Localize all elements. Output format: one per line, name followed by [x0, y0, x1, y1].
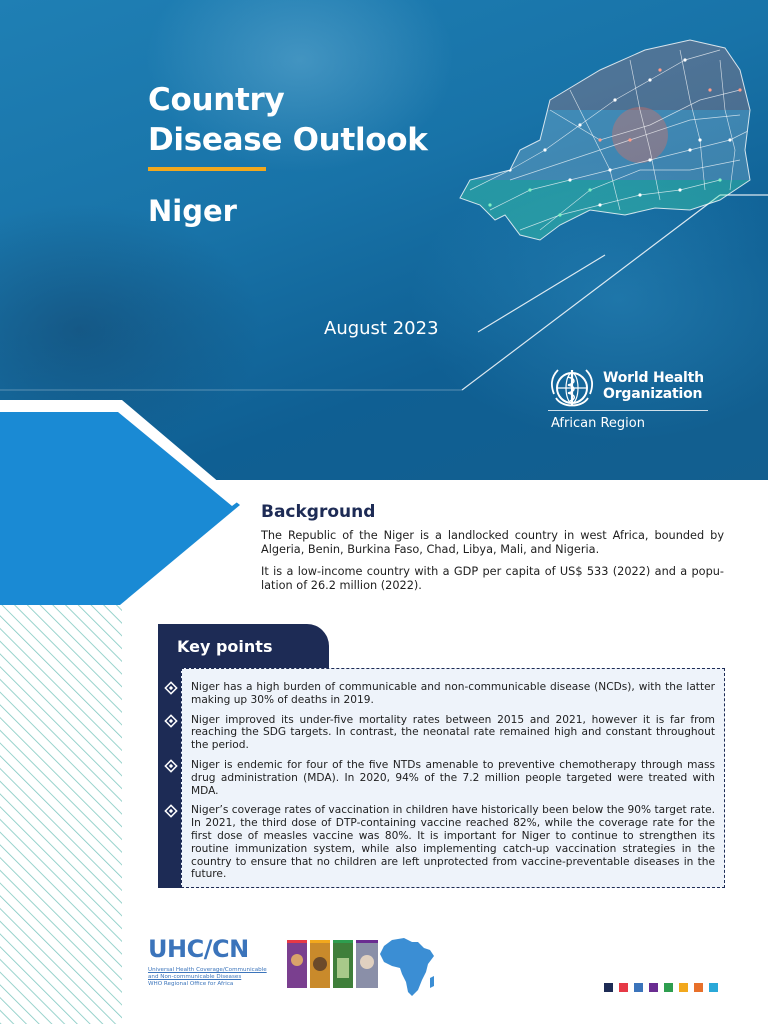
- key-point-text: Niger has a high burden of communicable and non-communicable disease (NCDs), with the latter making up 30% of deaths in 2019.: [191, 681, 715, 706]
- blue-chevron-shape: [0, 400, 240, 610]
- color-square: [709, 983, 718, 992]
- diamond-bullet-icon: [164, 804, 178, 818]
- who-name-line-1: World Health: [603, 370, 704, 386]
- background-paragraph-1: The Republic of the Niger is a landlocked country in west Africa, bounded by Algeria, Benin, Burkina Faso, Chad, Libya, Mali, and Nigeria.: [261, 529, 724, 556]
- who-divider: [548, 410, 708, 411]
- who-organization-name: [603, 370, 704, 402]
- background-paragraph-2: It is a low-income country with a GDP per capita of US$ 533 (2022) and a popu-lation of 26.2 million (2022).: [261, 565, 724, 592]
- diamond-bullet-icon: [164, 681, 178, 695]
- uhc-cn-subtitle: [148, 967, 288, 988]
- color-square: [679, 983, 688, 992]
- list-item: [164, 681, 716, 707]
- diamond-bullet-icon: [164, 714, 178, 728]
- background-text: [261, 529, 724, 601]
- color-square: [664, 983, 673, 992]
- niger-map-icon: [450, 30, 768, 260]
- diamond-bullet-icon: [164, 759, 178, 773]
- country-name: Niger: [148, 194, 237, 228]
- photo-strip-icon: [287, 938, 379, 990]
- who-region: African Region: [551, 416, 645, 431]
- publication-date: August 2023: [324, 318, 439, 339]
- key-points-tab: [158, 624, 329, 668]
- who-name-line-2: Organization: [603, 386, 703, 402]
- title-underline: [148, 167, 266, 171]
- list-item: [164, 714, 716, 752]
- who-emblem-icon: [546, 364, 598, 416]
- key-points-heading: Key points: [177, 637, 273, 656]
- africa-map-icon: [378, 936, 438, 998]
- color-square: [604, 983, 613, 992]
- color-square: [634, 983, 643, 992]
- list-item: [164, 804, 716, 881]
- document-title: [148, 80, 428, 160]
- color-squares: [604, 983, 724, 992]
- uhc-sub-line-3: WHO Regional Office for Africa: [148, 981, 234, 987]
- key-points-list: [164, 681, 716, 888]
- uhc-sub-line-1: Universal Health Coverage/Communicable: [148, 967, 267, 973]
- background-heading: Background: [261, 502, 376, 522]
- list-item: [164, 759, 716, 797]
- title-line-2: Disease Outlook: [148, 122, 428, 158]
- title-line-1: Country: [148, 82, 285, 118]
- key-point-text: Niger’s coverage rates of vaccination in children have historically been below the 90% target rate. In 2021, the third dose of DTP-containing vaccine reached 82%, while the coverage rate for the first dose of measles vaccine was 80%. It is important for Niger to continue to strengthen its routine immunization system, while also implementing catch-up vaccination strategies in the country to ensure that no children are left unprotected from vaccine-preventable diseases in the future.: [191, 804, 715, 881]
- color-square: [649, 983, 658, 992]
- color-square: [619, 983, 628, 992]
- uhc-sub-line-2: and Non-communicable Diseases: [148, 974, 242, 980]
- uhc-cn-logo: UHC/CN: [148, 935, 249, 963]
- color-square: [694, 983, 703, 992]
- key-point-text: Niger improved its under-five mortality rates between 2015 and 2021, however it is far from reaching the SDG targets. In contrast, the neonatal rate remained high and constant throughout the period.: [191, 713, 715, 752]
- key-point-text: Niger is endemic for four of the five NTDs amenable to preventive chemotherapy through mass drug administration (MDA). In 2020, 94% of the 7.2 million people targeted were treated with MDA.: [191, 758, 715, 797]
